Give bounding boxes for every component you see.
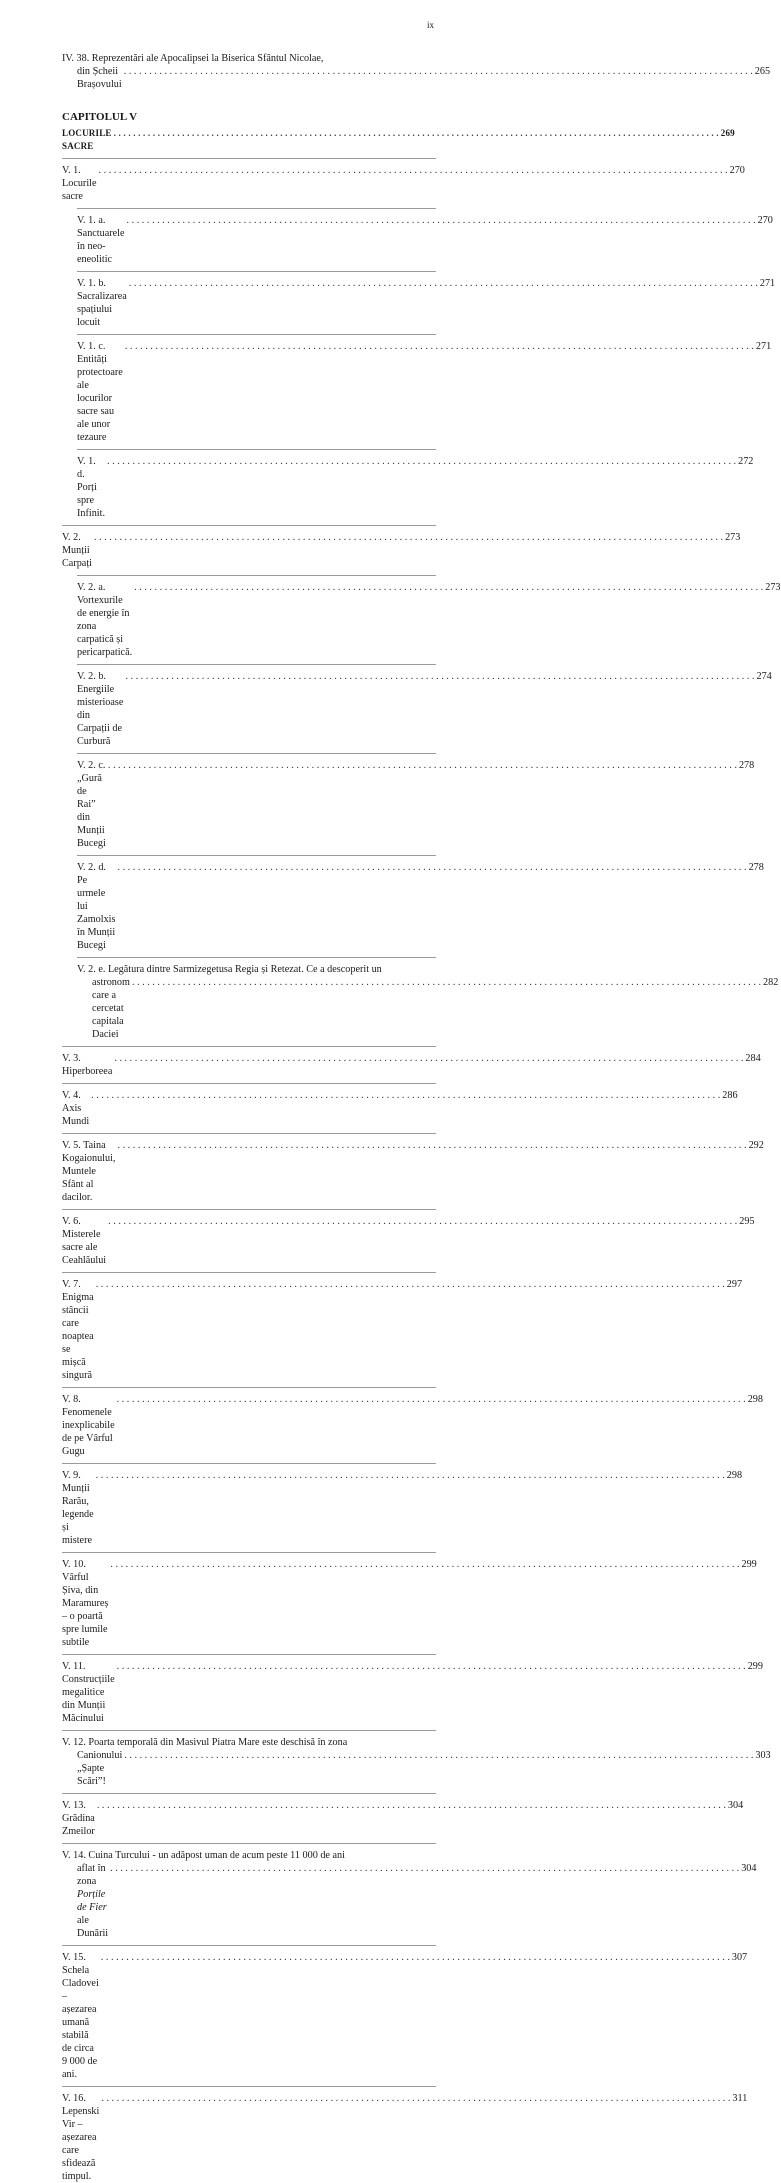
toc-page-number: 299 xyxy=(741,1559,757,1570)
toc-page-number: 270 xyxy=(757,215,773,226)
divider xyxy=(62,1552,436,1553)
toc-entry xyxy=(62,340,772,444)
toc-entry-text: V. 1. a. Sanctuarele în neo-eneolitic xyxy=(77,215,125,265)
leader-dots xyxy=(114,127,719,140)
toc-entry-text: V. 1. c. Entități protectoare ale locurilor sacre sau ale unor tezaure xyxy=(77,341,123,443)
toc-entry-text: V. 16. Lepenski Vir – așezarea care sfidează timpul. xyxy=(62,2093,100,2182)
divider xyxy=(77,208,436,209)
section-title: LOCURILE SACRE xyxy=(62,128,112,151)
section-heading xyxy=(62,127,735,153)
toc-page-number: 265 xyxy=(754,66,771,77)
leader-dots xyxy=(117,861,746,874)
toc-entry-text: V. 10. Vârful Șiva, din Maramureș – o poartă spre lumile subtile xyxy=(62,1559,109,1648)
toc-entry xyxy=(62,455,754,520)
toc-entry-text: V. 13. Grădina Zmeilor xyxy=(62,1800,95,1837)
toc-entry-text: V. 11. Construcțiile megalitice din Munții Măcinului xyxy=(62,1661,115,1724)
toc-page-number: 271 xyxy=(755,341,772,352)
toc-entry xyxy=(62,164,745,203)
toc-page-number: 282 xyxy=(763,977,779,988)
leader-dots xyxy=(117,1393,746,1406)
leader-dots xyxy=(132,976,761,989)
toc-entry-text: V. 7. Enigma stâncii care noaptea se mișcă singură xyxy=(62,1279,94,1381)
toc-page-number: 284 xyxy=(745,1053,761,1064)
toc-entry-text: V. 2. c. „Gură de Rai” din Munții Bucegi xyxy=(77,760,106,849)
text-run: aflat în zona xyxy=(77,1863,106,1887)
toc-entry-text: V. 1. Locurile sacre xyxy=(62,165,97,202)
divider xyxy=(77,957,436,958)
leader-dots xyxy=(91,1089,720,1102)
leader-dots xyxy=(107,455,736,468)
leader-dots xyxy=(110,1558,739,1571)
toc-entry xyxy=(62,1278,743,1382)
toc-page-number: 269 xyxy=(720,128,735,138)
divider xyxy=(62,1133,436,1134)
leader-dots xyxy=(101,2092,730,2105)
leader-dots xyxy=(101,1951,730,1964)
toc-entry-text: V. 2. a. Vortexurile de energie în zona carpatică și pericarpatică. xyxy=(77,582,133,658)
toc-entry-text: V. 8. Fenomenele inexplicabile de pe Vârful Gugu xyxy=(62,1394,115,1457)
chapter-title: CAPITOLUL V xyxy=(62,111,138,123)
toc-entry xyxy=(62,1799,744,1838)
toc-entry-text: V. 3. Hiperboreea xyxy=(62,1053,113,1077)
toc-page-number: 304 xyxy=(727,1800,744,1811)
toc-entry xyxy=(62,670,772,748)
toc-page-number: 273 xyxy=(765,582,781,593)
leader-dots xyxy=(124,65,753,78)
divider xyxy=(62,1463,436,1464)
toc-entry xyxy=(62,1660,763,1725)
toc-entry-text: V. 4. Axis Mundi xyxy=(62,1090,90,1127)
toc-entry-text xyxy=(77,1862,108,1940)
toc-entry xyxy=(62,1393,763,1458)
toc-entry-text: V. 5. Taina Kogaionului, Muntele Sfânt al dacilor. xyxy=(62,1140,116,1203)
divider xyxy=(77,664,436,665)
toc-page-number: 304 xyxy=(741,1863,757,1874)
divider xyxy=(62,1730,436,1731)
toc-entry xyxy=(62,963,779,1041)
leader-dots xyxy=(124,1749,753,1762)
toc-page-number: 286 xyxy=(722,1090,738,1101)
toc-entry xyxy=(62,1089,738,1128)
toc-entry-text: IV. 38. Reprezentări ale Apocalipsei la Biserica Sfântul Nicolae, xyxy=(62,53,324,64)
toc-page-number: 311 xyxy=(732,2093,748,2104)
leader-dots xyxy=(108,1215,737,1228)
toc-page-number: 278 xyxy=(748,862,764,873)
divider xyxy=(62,2086,436,2087)
toc-entry-text: V. 14. Cuina Turcului - un adăpost uman de acum peste 11 000 de ani xyxy=(62,1850,345,1861)
toc-page-number: 278 xyxy=(738,760,755,771)
divider xyxy=(62,1654,436,1655)
leader-dots xyxy=(117,1139,746,1152)
toc-entry xyxy=(62,1736,771,1788)
toc-entry-text: Canionului „Șapte Scări”! xyxy=(77,1750,123,1787)
divider xyxy=(62,1209,436,1210)
leader-dots xyxy=(125,340,754,353)
toc-page-number: 292 xyxy=(748,1140,764,1151)
toc-entry xyxy=(62,1558,757,1649)
leader-dots xyxy=(94,531,723,544)
leader-dots xyxy=(96,1469,725,1482)
divider xyxy=(62,525,436,526)
leader-dots xyxy=(108,759,737,772)
divider xyxy=(62,1945,436,1946)
toc-entry xyxy=(62,581,781,659)
divider xyxy=(62,1793,436,1794)
divider xyxy=(62,1387,436,1388)
toc-entry-text: V. 1. d. Porți spre Infinit. xyxy=(77,456,106,519)
toc-page-number: 274 xyxy=(756,671,772,682)
leader-dots xyxy=(110,1862,739,1875)
divider xyxy=(77,334,436,335)
toc-entry xyxy=(62,759,755,850)
divider xyxy=(62,1046,436,1047)
leader-dots xyxy=(97,1799,726,1812)
toc-page-number: 270 xyxy=(729,165,745,176)
toc-entry-text: V. 1. b. Sacralizarea spațiului locuit xyxy=(77,278,127,328)
toc-page-number: 298 xyxy=(726,1470,743,1481)
toc-entry-text: V. 9. Munții Rarău, legende și mistere xyxy=(62,1470,94,1546)
toc-page-number: 271 xyxy=(759,278,776,289)
toc-entry xyxy=(62,1951,748,2081)
toc-page-number: 273 xyxy=(725,532,741,543)
leader-dots xyxy=(134,581,763,594)
leader-dots xyxy=(114,1052,743,1065)
toc-entry xyxy=(62,1215,755,1267)
toc-entry xyxy=(62,2092,748,2183)
toc-page-number: 295 xyxy=(739,1216,755,1227)
toc-page-number: 307 xyxy=(731,1952,748,1963)
divider xyxy=(77,753,436,754)
toc-entry xyxy=(62,1849,757,1940)
toc-entry-text: V. 12. Poarta temporală din Masivul Piatra Mare este deschisă în zona xyxy=(62,1737,348,1748)
table-of-contents xyxy=(62,52,781,2183)
toc-entry xyxy=(62,531,741,570)
toc-entry-iv-38 xyxy=(62,52,771,91)
toc-page-number: 272 xyxy=(738,456,754,467)
leader-dots xyxy=(96,1278,725,1291)
italic-text: Porțile de Fier xyxy=(77,1889,107,1913)
leader-dots xyxy=(129,277,758,290)
toc-page-number: 297 xyxy=(726,1279,743,1290)
divider xyxy=(62,1083,436,1084)
toc-entry xyxy=(62,861,764,952)
toc-page-number: 303 xyxy=(755,1750,771,1761)
divider xyxy=(77,855,436,856)
divider xyxy=(62,1843,436,1844)
divider xyxy=(62,1272,436,1273)
toc-entry xyxy=(62,1469,743,1547)
toc-page-number: 298 xyxy=(747,1394,763,1405)
toc-entry-text: V. 2. b. Energiile misterioase din Carpații de Curbură xyxy=(77,671,124,747)
toc-entry xyxy=(62,1052,761,1078)
text-run: ale Dunării xyxy=(77,1915,109,1939)
leader-dots xyxy=(125,670,754,683)
leader-dots xyxy=(99,164,728,177)
toc-entry xyxy=(62,277,776,329)
toc-entry-text: din Șcheii Brașovului xyxy=(77,66,122,90)
divider xyxy=(62,158,436,159)
divider xyxy=(77,271,436,272)
toc-entry-text: V. 2. Munții Carpați xyxy=(62,532,92,569)
leader-dots xyxy=(117,1660,746,1673)
toc-page-number: 299 xyxy=(747,1661,763,1672)
toc-entry-text: V. 2. d. Pe urmele lui Zamolxis în Munții Bucegi xyxy=(77,862,116,951)
toc-entry-text: V. 15. Schela Cladovei – așezarea umană stabilă de circa 9 000 de ani. xyxy=(62,1952,99,2080)
divider xyxy=(77,449,436,450)
divider xyxy=(77,575,436,576)
toc-entry-text: astronom care a cercetat capitala Daciei xyxy=(92,977,130,1040)
leader-dots xyxy=(127,214,756,227)
toc-entry xyxy=(62,214,773,266)
toc-entry-text: V. 6. Misterele sacre ale Ceahlăului xyxy=(62,1216,107,1266)
page-number: ix xyxy=(426,20,434,30)
toc-entry xyxy=(62,1139,764,1204)
toc-entry-text: V. 2. e. Legătura dintre Sarmizegetusa Regia și Retezat. Ce a descoperit un xyxy=(77,964,382,975)
